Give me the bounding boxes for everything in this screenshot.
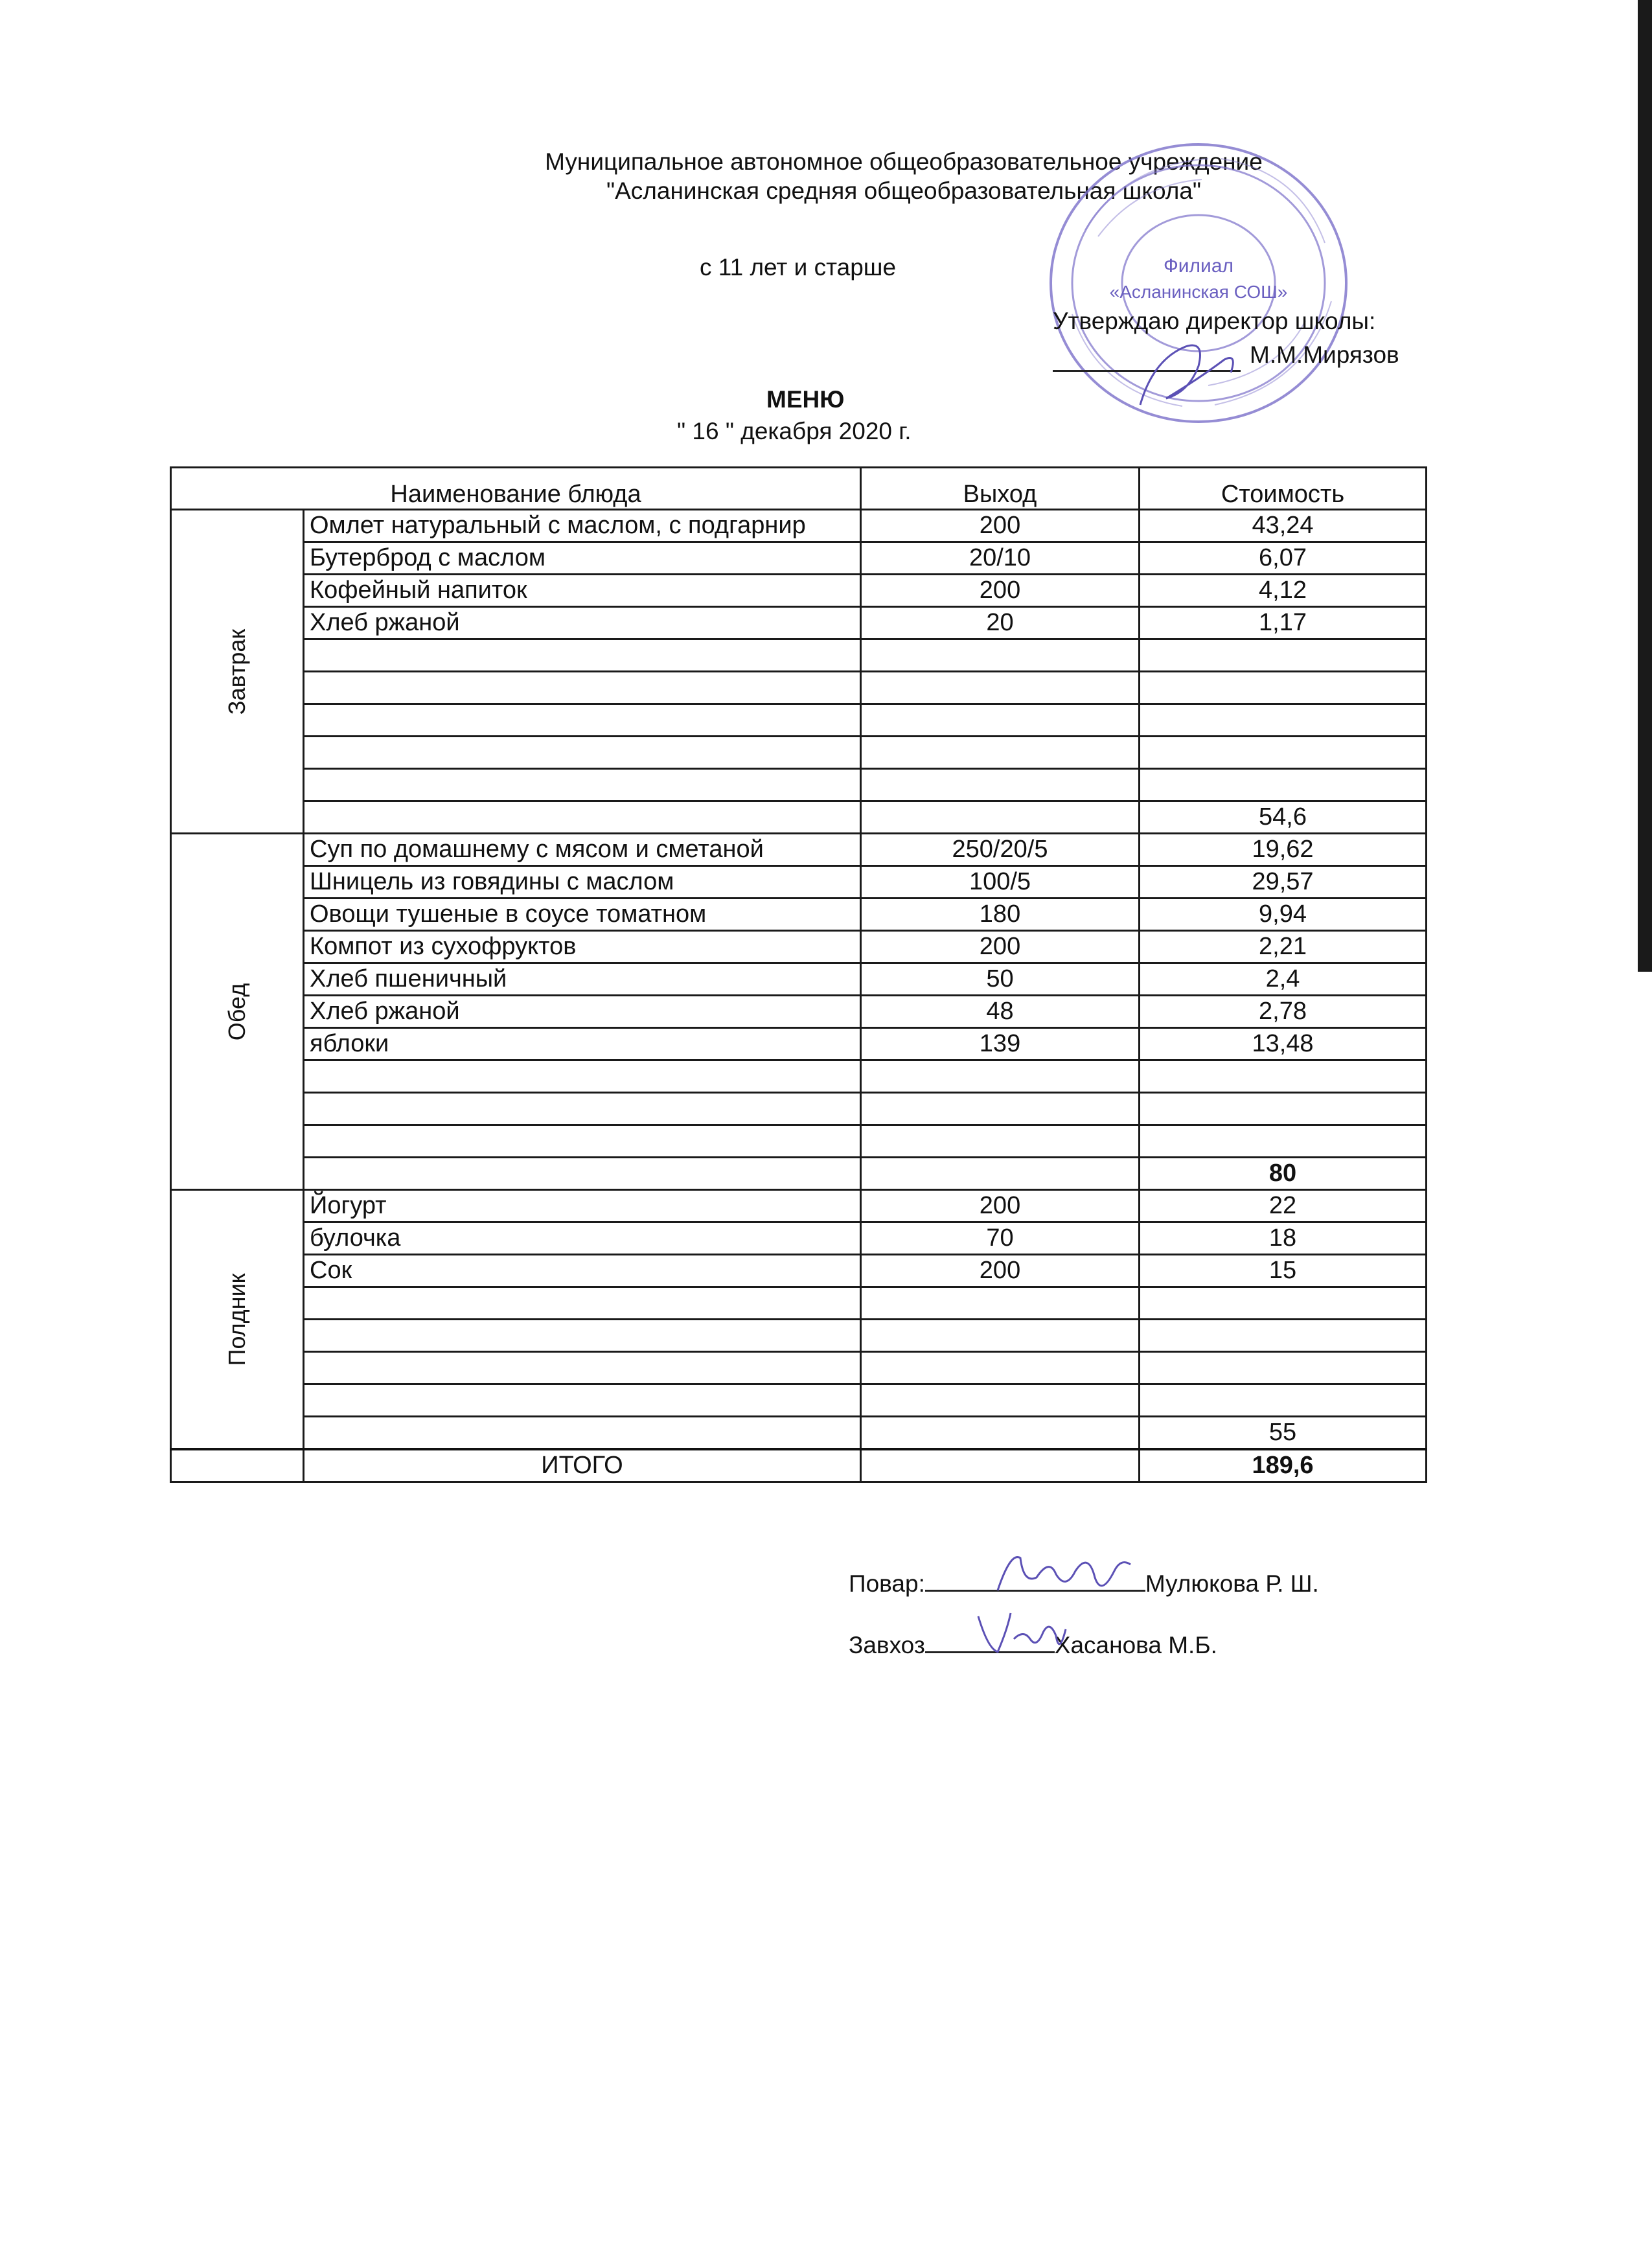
dish-cost: 9,94 [1140, 899, 1427, 931]
dish-cost: 1,17 [1140, 607, 1427, 639]
empty-row [171, 704, 1427, 737]
subtotal-row [171, 1158, 1427, 1190]
dish-name: Йогурт [304, 1190, 861, 1222]
dish-cost: 29,57 [1140, 866, 1427, 899]
section-label: Завтрак [224, 628, 250, 715]
subtotal-row [171, 801, 1427, 834]
dish-yield: 250/20/5 [861, 834, 1140, 866]
empty-row [171, 639, 1427, 672]
table-row [171, 866, 1427, 899]
total-row [171, 1449, 1427, 1482]
table-row [171, 1190, 1427, 1222]
empty-row [171, 1320, 1427, 1352]
subtotal-lunch: 80 [1140, 1158, 1427, 1190]
dish-name: Кофейный напиток [304, 575, 861, 607]
dish-name: Хлеб пшеничный [304, 963, 861, 996]
dish-name: Шницель из говядины с маслом [304, 866, 861, 899]
dish-cost: 6,07 [1140, 542, 1427, 575]
dish-cost: 2,78 [1140, 996, 1427, 1028]
subtotal-row [171, 1417, 1427, 1450]
section-breakfast [171, 510, 304, 834]
dish-yield: 50 [861, 963, 1140, 996]
org-name-line1: Муниципальное автономное общеобразовательное учреждение [545, 148, 1263, 175]
dish-name: яблоки [304, 1028, 861, 1060]
col-header-yield: Выход [861, 468, 1140, 510]
stamp-center-line1: Филиал [1163, 255, 1234, 277]
empty-row [171, 672, 1427, 704]
dish-name: Омлет натуральный с маслом, с подгарнир [304, 510, 861, 542]
empty-row [171, 769, 1427, 801]
menu-date: " 16 " декабря 2020 г. [677, 418, 912, 444]
cook-signature [991, 1545, 1140, 1603]
table-row [171, 1222, 1427, 1255]
dish-yield: 20 [861, 607, 1140, 639]
total-label: ИТОГО [304, 1449, 861, 1482]
table-row [171, 834, 1427, 866]
cook-label: Повар: [849, 1570, 925, 1597]
col-header-name: Наименование блюда [171, 468, 861, 510]
director-name: М.М.Мирязов [1250, 341, 1399, 368]
dish-name: Овощи тушеные в соусе томатном [304, 899, 861, 931]
subtotal-breakfast: 54,6 [1140, 801, 1427, 834]
dish-cost: 2,4 [1140, 963, 1427, 996]
dish-yield: 180 [861, 899, 1140, 931]
table-row [171, 1255, 1427, 1287]
empty-row [171, 1384, 1427, 1417]
supply-name: Хасанова М.Б. [1054, 1632, 1217, 1658]
stamp-center-line2: «Асланинская СОШ» [1109, 282, 1288, 302]
table-row [171, 510, 1427, 542]
dish-cost: 4,12 [1140, 575, 1427, 607]
org-name-line2: "Асланинская средняя общеобразовательная школа" [606, 178, 1202, 204]
section-label: Полдник [224, 1273, 250, 1366]
supply-signature [972, 1603, 1075, 1662]
section-label: Обед [224, 983, 250, 1040]
dish-name: Компот из сухофруктов [304, 931, 861, 963]
dish-yield: 70 [861, 1222, 1140, 1255]
dish-name: Суп по домашнему с мясом и сметаной [304, 834, 861, 866]
subtotal-snack: 55 [1140, 1417, 1427, 1450]
dish-name: Сок [304, 1255, 861, 1287]
dish-cost: 13,48 [1140, 1028, 1427, 1060]
table-row [171, 996, 1427, 1028]
table-row [171, 607, 1427, 639]
dish-yield: 200 [861, 931, 1140, 963]
empty-row [171, 737, 1427, 769]
dish-cost: 2,21 [1140, 931, 1427, 963]
dish-name: Хлеб ржаной [304, 996, 861, 1028]
table-row [171, 963, 1427, 996]
total-value: 189,6 [1140, 1449, 1427, 1482]
cook-name: Мулюкова Р. Ш. [1145, 1570, 1319, 1597]
col-header-cost: Стоимость [1140, 468, 1427, 510]
dish-yield: 200 [861, 575, 1140, 607]
dish-yield: 48 [861, 996, 1140, 1028]
director-signature [1127, 321, 1257, 418]
table-header-row [171, 468, 1427, 510]
supply-label: Завхоз [849, 1632, 925, 1658]
empty-row [171, 1060, 1427, 1093]
dish-yield: 20/10 [861, 542, 1140, 575]
dish-cost: 15 [1140, 1255, 1427, 1287]
dish-yield: 200 [861, 1190, 1140, 1222]
dish-cost: 22 [1140, 1190, 1427, 1222]
table-row [171, 1028, 1427, 1060]
empty-row [171, 1093, 1427, 1125]
menu-table [170, 466, 1425, 1483]
approval-text: Утверждаю директор школы: [1053, 308, 1376, 334]
dish-name: Бутерброд с маслом [304, 542, 861, 575]
dish-name: булочка [304, 1222, 861, 1255]
age-group: с 11 лет и старше [700, 254, 897, 281]
table-row [171, 542, 1427, 575]
menu-title: МЕНЮ [766, 386, 845, 413]
dish-yield: 200 [861, 510, 1140, 542]
section-snack [171, 1190, 304, 1450]
dish-yield: 100/5 [861, 866, 1140, 899]
empty-row [171, 1287, 1427, 1320]
empty-row [171, 1352, 1427, 1384]
dish-yield: 200 [861, 1255, 1140, 1287]
table-row [171, 899, 1427, 931]
dish-cost: 43,24 [1140, 510, 1427, 542]
table-row [171, 931, 1427, 963]
dish-name: Хлеб ржаной [304, 607, 861, 639]
section-lunch [171, 834, 304, 1190]
empty-row [171, 1125, 1427, 1158]
table-row [171, 575, 1427, 607]
dish-cost: 19,62 [1140, 834, 1427, 866]
dish-yield: 139 [861, 1028, 1140, 1060]
dish-cost: 18 [1140, 1222, 1427, 1255]
